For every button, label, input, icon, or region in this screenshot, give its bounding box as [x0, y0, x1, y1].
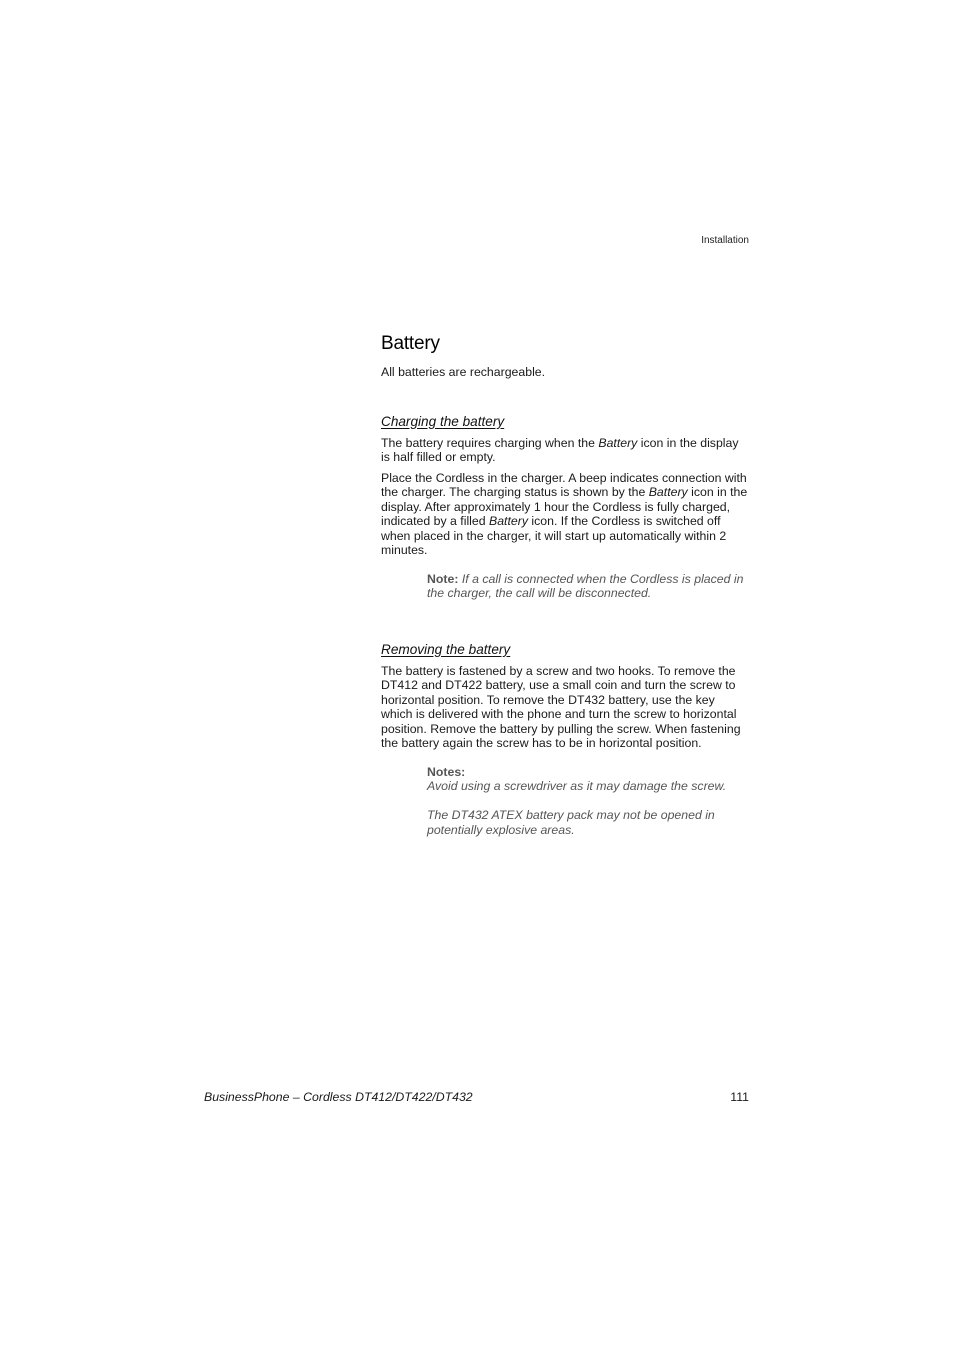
notes-label: Notes: [427, 764, 466, 779]
note-item: The DT432 ATEX battery pack may not be opened in potentially explosive areas. [427, 808, 715, 837]
charging-p2-text-b: icon in the display. After approximately 1 hour the Cordless is fully charged, indicated by a filled [381, 485, 748, 528]
battery-term: Battery [648, 485, 688, 499]
running-header: Installation [701, 235, 749, 246]
charging-p1-text-a: The battery requires charging when the [381, 435, 599, 450]
charging-paragraph-2 [381, 471, 749, 558]
charging-p2-text-a: Place the Cordless in the charger. A beep indicates connection with the charger. The charging status is shown by the [381, 470, 747, 499]
charging-paragraph-1 [381, 436, 749, 465]
main-content [381, 332, 749, 837]
battery-term: Battery [598, 435, 638, 450]
battery-term: Battery [489, 514, 528, 528]
page-number: 111 [730, 1090, 749, 1104]
charging-p1-text-b: icon in the display is half filled or empty. [381, 435, 739, 464]
note-label: Note: [427, 571, 459, 586]
removing-paragraph: The battery is fastened by a screw and two hooks. To remove the DT412 and DT422 battery, use a small coin and turn the screw to horizontal position. To remove the DT432 battery, use the key which is delivered with the phone and turn the screw to horizontal position. Remove the battery by pulling the screw. When fastening the battery again the screw has to be in horizontal position. [381, 663, 741, 750]
removing-notes [427, 765, 749, 838]
page-title: Battery [381, 333, 440, 354]
charging-heading: Charging the battery [381, 413, 505, 429]
intro-text: All batteries are rechargeable. [381, 365, 546, 379]
removing-heading: Removing the battery [381, 641, 511, 657]
note-text: If a call is connected when the Cordless is placed in the charger, the call will be disconnected. [427, 571, 744, 600]
charging-note [427, 572, 749, 601]
footer-document-title: BusinessPhone – Cordless DT412/DT422/DT432 [204, 1090, 473, 1104]
note-item: Avoid using a screwdriver as it may damage the screw. [427, 779, 727, 793]
charging-p2-text-c: icon. If the Cordless is switched off when placed in the charger, it will start up automatically within 2 minutes. [381, 514, 727, 557]
